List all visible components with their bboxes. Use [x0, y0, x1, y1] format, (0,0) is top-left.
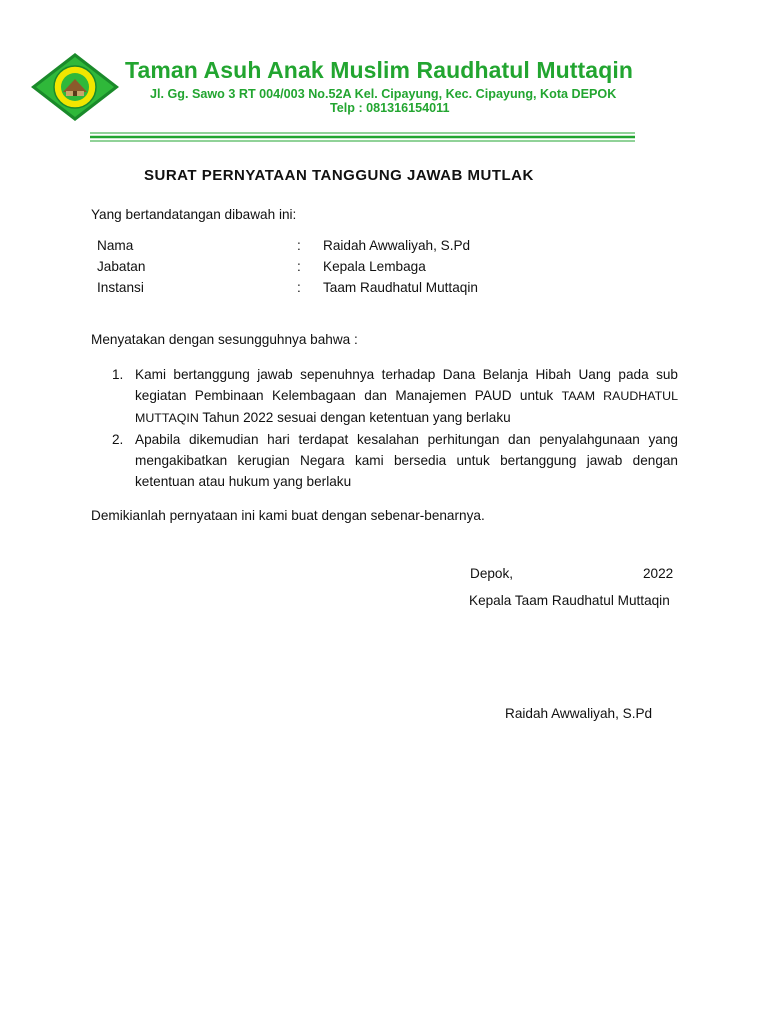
declaration-list	[108, 364, 678, 492]
field-colon: :	[297, 259, 301, 274]
signature-year: 2022	[643, 566, 674, 581]
intro-text: Yang bertandatangan dibawah ini:	[91, 207, 297, 222]
field-label-instansi: Instansi	[97, 280, 144, 295]
field-colon: :	[297, 280, 301, 295]
list-item-number: 2.	[112, 432, 124, 447]
organization-name: Taman Asuh Anak Muslim Raudhatul Muttaqin	[125, 57, 633, 83]
list-item-text-continued: Tahun 2022 sesuai dengan ketentuan yang berlaku	[202, 410, 511, 425]
signature-name: Raidah Awwaliyah, S.Pd	[505, 706, 653, 721]
list-item	[108, 364, 678, 429]
document-title: SURAT PERNYATAAN TANGGUNG JAWAB MUTLAK	[144, 167, 534, 184]
list-item	[108, 429, 678, 492]
field-colon: :	[297, 238, 301, 253]
list-item-text: Apabila dikemudian hari terdapat kesalahan perhitungan dan penyalahgunaan yang mengakibatkan kerugian Negara kami bersedia untuk bertanggung jawab dengan ketentuan atau hukum yang berlaku	[135, 432, 678, 489]
field-value-jabatan: Kepala Lembaga	[323, 259, 426, 274]
field-value-nama: Raidah Awwaliyah, S.Pd	[323, 238, 471, 253]
signature-city: Depok,	[470, 566, 514, 581]
field-value-instansi: Taam Raudhatul Muttaqin	[323, 280, 478, 295]
declaration-intro: Menyatakan dengan sesungguhnya bahwa :	[91, 332, 358, 347]
list-item-org-name: TAAM RAUDHATUL MUTTAQIN	[135, 389, 678, 425]
organization-logo-icon	[30, 52, 120, 122]
closing-statement: Demikianlah pernyataan ini kami buat dengan sebenar-benarnya.	[91, 508, 485, 523]
organization-phone: Telp : 081316154011	[330, 101, 450, 115]
field-label-jabatan: Jabatan	[97, 259, 146, 274]
signature-position: Kepala Taam Raudhatul Muttaqin	[469, 593, 670, 608]
list-item-text: Kami bertanggung jawab sepenuhnya terhadap Dana Belanja Hibah Uang pada sub kegiatan Pembinaan Kelembagaan dan Manajemen PAUD untuk	[135, 367, 678, 403]
field-label-nama: Nama	[97, 238, 134, 253]
organization-address: Jl. Gg. Sawo 3 RT 004/003 No.52A Kel. Cipayung, Kec. Cipayung, Kota DEPOK	[150, 87, 617, 101]
header-divider	[90, 130, 635, 144]
list-item-number: 1.	[112, 367, 124, 382]
